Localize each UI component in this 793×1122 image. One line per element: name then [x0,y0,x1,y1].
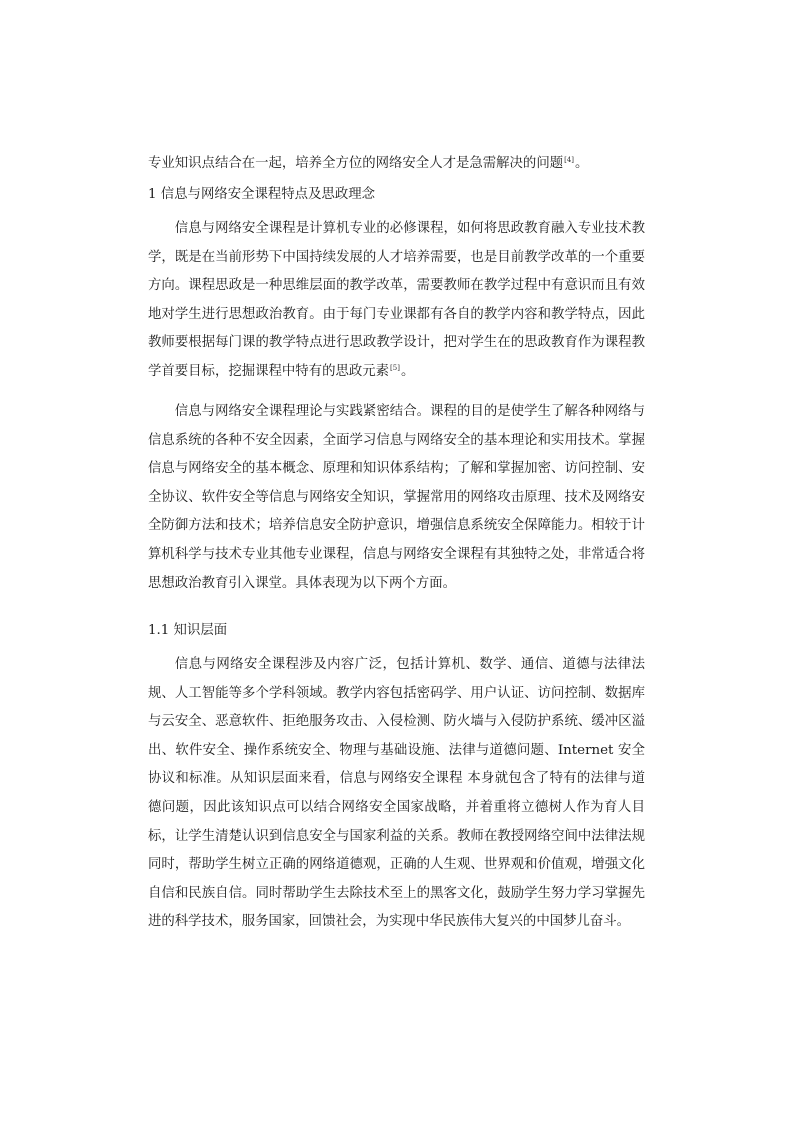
section-heading-1-text: 1 信息与网络安全课程特点及思政理念 [148,187,376,202]
paragraph-continuation [148,150,645,179]
paragraph-2: 信息与网络安全课程理论与实践紧密结合。课程的目的是使学生了解各种网络与信息系统的各种不安全因素，全面学习信息与网络安全的基本理论和实用技术。掌握信息与网络安全的基本概念、原理和知识体系结构；了解和掌握加密、访问控制、安全协议、软件安全等信息与网络安全知识，掌握常用的网络攻击原理、技术及网络安全防御方法和技术；培养信息安全防护意识，增强信息系统安全保障能力。相较于计算机科学与技术专业其他专业课程，信息与网络安全课程有其独特之处，非常适合将思想政治教育引入课堂。具体表现为以下两个方面。 [148,404,645,591]
paragraph-0-tail: 。 [575,156,589,171]
paragraph-0 [148,150,645,179]
paragraph-0-text: 专业知识点结合在一起，培养全方位的网络安全人才是急需解决的问题 [148,156,564,171]
citation-4: [4] [564,155,575,164]
paragraph-1-tail: 。 [400,363,415,379]
section-heading-1-1-text: 1.1 知识层面 [148,623,228,638]
section-heading-1-1 [148,617,645,646]
section-heading-1 [148,181,645,210]
citation-5: [5] [390,363,400,372]
paragraph-2-block [148,398,645,598]
paragraph-1 [148,215,645,387]
paragraph-1-block [148,215,645,387]
paragraph-3-block [148,651,645,937]
paragraph-1-text: 信息与网络安全课程是计算机专业的必修课程，如何将思政教育融入专业技术教学，既是在当前形势下中国持续发展的人才培养需要，也是目前教学改革的一个重要方向。课程思政是一种思维层面的教学改革，需要教师在教学过程中有意识而且有效地对学生进行思想政治教育。由于每门专业课都有各自的教学内容和教学特点，因此教师要根据每门课的教学特点进行思政教学设计，把对学生在的思政教育作为课程教学首要目标，挖掘课程中特有的思政元素 [148,221,645,379]
paragraph-3: 信息与网络安全课程涉及内容广泛，包括计算机、数学、通信、道德与法律法规、人工智能等多个学科领域。教学内容包括密码学、用户认证、访问控制、数据库与云安全、恶意软件、拒绝服务攻击、入侵检测、防火墙与入侵防护系统、缓冲区溢出、软件安全、操作系统安全、物理与基础设施、法律与道德问题、Internet 安全协议和标准。从知识层面来看，信息与网络安全课程 本身就包含了特有的法律与道德问题，因此该知识点可以结合网络安全国家战略，并着重将立德树人作为育人目标，让学生清楚认识到信息安全与国家利益的关系。教师在教授网络空间中法律法规同时，帮助学生树立正确的网络道德观，正确的人生观、世界观和价值观，增强文化自信和民族自信。同时帮助学生去除技术至上的黑客文化，鼓励学生努力学习掌握先进的科学技术，服务国家，回馈社会，为实现中华民族伟大复兴的中国梦儿奋斗。 [148,657,645,930]
